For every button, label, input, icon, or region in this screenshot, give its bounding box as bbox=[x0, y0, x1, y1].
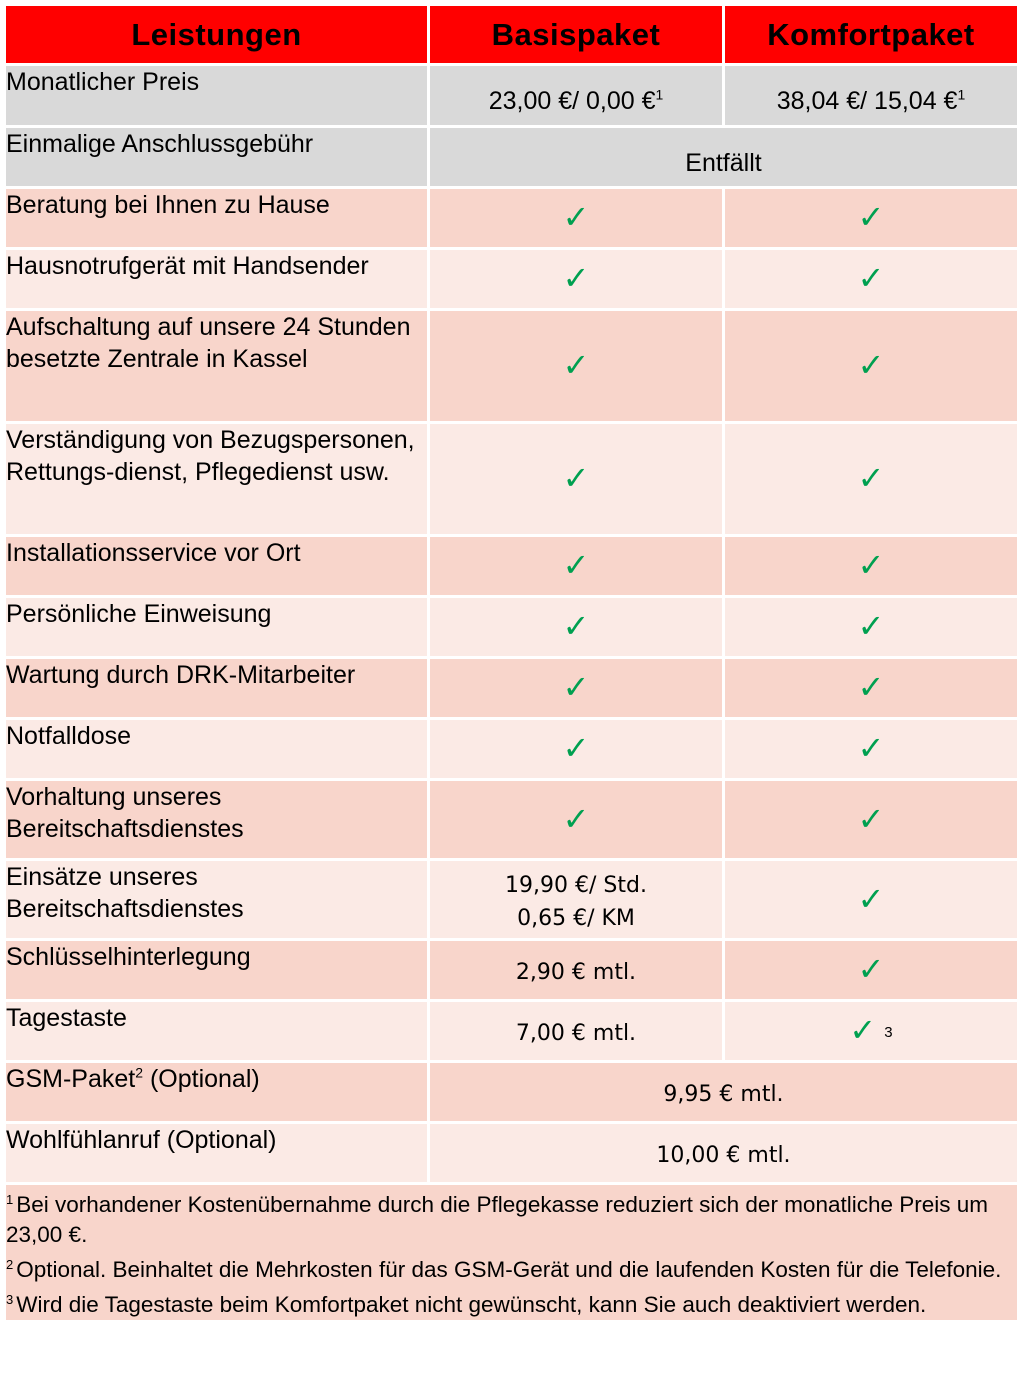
row-emergency-box bbox=[5, 719, 1019, 780]
check-icon: ✓ bbox=[857, 729, 885, 767]
gsm-price: 9,95 € mtl. bbox=[429, 1062, 1019, 1123]
header-services: Leistungen bbox=[5, 5, 429, 65]
check-icon: ✓ bbox=[562, 729, 590, 767]
row-label: Beratung bei Ihnen zu Hause bbox=[5, 188, 429, 249]
row-gsm bbox=[5, 1062, 1019, 1123]
row-wellness-call bbox=[5, 1123, 1019, 1184]
check-icon: ✓ bbox=[857, 459, 885, 497]
row-instruction bbox=[5, 597, 1019, 658]
row-label: Einmalige Anschlussgebühr bbox=[5, 127, 429, 188]
check-icon: ✓ bbox=[857, 607, 885, 645]
footnote-2: $^2$ Optional. Beinhaltet die Mehrkosten für das GSM-Gerät und die laufenden Kosten für die Telefonie. bbox=[6, 1257, 1002, 1282]
check-icon: ✓ bbox=[857, 346, 885, 384]
check-icon: ✓ bbox=[857, 259, 885, 297]
row-label: Schlüsselhinterlegung bbox=[5, 940, 429, 1001]
footnote-3: $^3$ Wird die Tagestaste beim Komfortpaket nicht gewünscht, kann Sie auch deaktiviert werden. bbox=[6, 1292, 927, 1317]
row-label: Monatlicher Preis bbox=[5, 65, 429, 127]
check-icon: ✓ bbox=[562, 607, 590, 645]
check-icon: ✓ bbox=[562, 459, 590, 497]
pricing-table bbox=[3, 3, 1020, 1323]
row-label: Persönliche Einweisung bbox=[5, 597, 429, 658]
row-label: Vorhaltung unseres Bereitschaftsdienstes bbox=[5, 780, 429, 860]
check-icon: ✓ bbox=[857, 799, 885, 838]
check-icon: ✓ bbox=[562, 259, 590, 297]
comfort-price: 38,04 €/ 15,04 €$^1$ bbox=[724, 65, 1019, 127]
row-label: Hausnotrufgerät mit Handsender bbox=[5, 249, 429, 310]
header-row bbox=[5, 5, 1019, 65]
row-installation bbox=[5, 536, 1019, 597]
row-setup-fee bbox=[5, 127, 1019, 188]
row-standby bbox=[5, 780, 1019, 860]
row-label: Installationsservice vor Ort bbox=[5, 536, 429, 597]
row-key-deposit bbox=[5, 940, 1019, 1001]
header-comfort-package: Komfortpaket bbox=[724, 5, 1019, 65]
row-label: Verständigung von Bezugspersonen, Rettungs-dienst, Pflegedienst usw. bbox=[5, 423, 429, 536]
row-standby-missions bbox=[5, 860, 1019, 940]
row-notification bbox=[5, 423, 1019, 536]
row-label: Wohlfühlanruf (Optional) bbox=[5, 1123, 429, 1184]
basic-mission-costs: 19,90 €/ Std. 0,65 €/ KM bbox=[429, 860, 724, 940]
row-maintenance bbox=[5, 658, 1019, 719]
check-icon: ✓ bbox=[562, 346, 590, 384]
check-icon: ✓ bbox=[562, 799, 590, 838]
setup-fee-value: Entfällt bbox=[429, 127, 1019, 188]
check-icon: ✓ bbox=[857, 950, 885, 988]
row-label: Aufschaltung auf unsere 24 Stunden besetzte Zentrale in Kassel bbox=[5, 310, 429, 423]
check-icon: ✓ bbox=[857, 668, 885, 706]
check-icon: ✓ bbox=[849, 1011, 877, 1049]
row-connection bbox=[5, 310, 1019, 423]
basic-price: 23,00 €/ 0,00 €$^1$ bbox=[429, 65, 724, 127]
check-icon: ✓ bbox=[562, 198, 590, 236]
row-label: GSM-Paket$^2$ (Optional) bbox=[5, 1062, 429, 1123]
row-label: Wartung durch DRK-Mitarbeiter bbox=[5, 658, 429, 719]
row-consulting bbox=[5, 188, 1019, 249]
check-icon: ✓ bbox=[857, 879, 885, 918]
row-label: Notfalldose bbox=[5, 719, 429, 780]
basic-day-button-price: 7,00 € mtl. bbox=[429, 1001, 724, 1062]
footnote-marker: 3 bbox=[884, 1024, 893, 1041]
wellness-call-price: 10,00 € mtl. bbox=[429, 1123, 1019, 1184]
row-label: Einsätze unseres Bereitschaftsdienstes bbox=[5, 860, 429, 940]
check-icon: ✓ bbox=[857, 546, 885, 584]
row-device bbox=[5, 249, 1019, 310]
check-icon: ✓ bbox=[857, 198, 885, 236]
footnote-1: $^1$ Bei vorhandener Kostenübernahme durch die Pflegekasse reduziert sich der monatliche Preis um 23,00 €. bbox=[6, 1192, 989, 1247]
row-label: Tagestaste bbox=[5, 1001, 429, 1062]
row-monthly-price bbox=[5, 65, 1019, 127]
check-icon: ✓ bbox=[562, 546, 590, 584]
footnotes-row bbox=[5, 1184, 1019, 1322]
header-basic-package: Basispaket bbox=[429, 5, 724, 65]
basic-key-deposit-price: 2,90 € mtl. bbox=[429, 940, 724, 1001]
check-icon: ✓ bbox=[562, 668, 590, 706]
row-day-button bbox=[5, 1001, 1019, 1062]
footnotes bbox=[5, 1184, 1019, 1322]
